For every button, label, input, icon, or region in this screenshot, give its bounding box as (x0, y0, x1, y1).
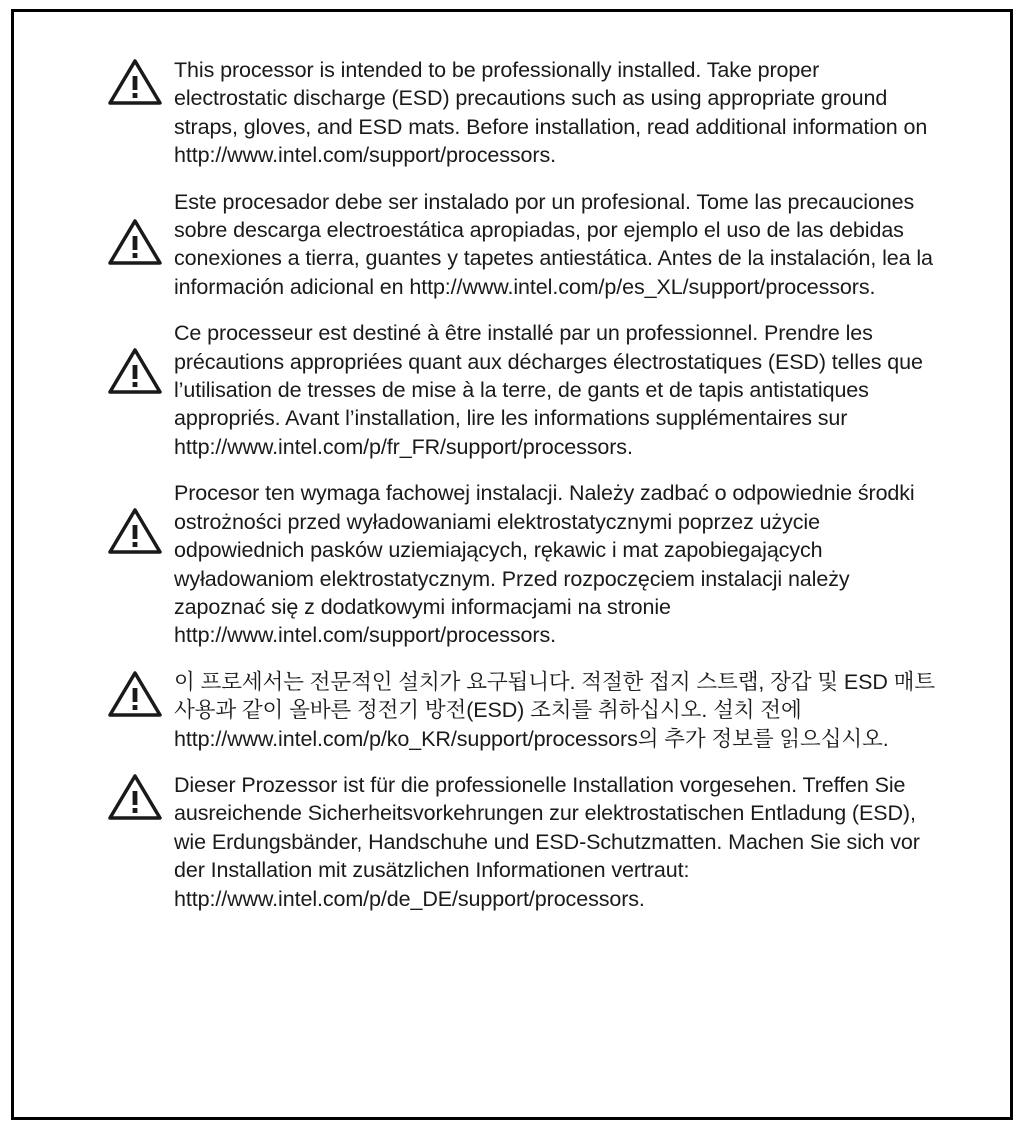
warning-triangle-icon (108, 188, 162, 266)
notice-item (108, 668, 938, 753)
notice-text: 이 프로세서는 전문적인 설치가 요구됩니다. 적절한 접지 스트랩, 장갑 및 ESD 매트 사용과 같이 올바른 정전기 방전(ESD) 조치를 취하십시오. 설치 전에 http://www.intel.com/p/ko_KR/support/processors의 추가 정보를 읽으십시오. (174, 669, 936, 751)
warning-triangle-icon (108, 771, 162, 821)
notice-item (108, 188, 938, 302)
notice-text: Procesor ten wymaga fachowej instalacji. Należy zadbać o odpowiednie środki ostrożności przed wyładowaniami elektrostatycznymi poprzez użycie odpowiednich pasków uziemiających, rękawic i mat zapobiegających wyładowaniom elektrostatycznym. Przed rozpoczęciem instalacji należy zapoznać się z dodatkowymi informacjami na stronie http://www.intel.com/support/processors. (174, 481, 915, 648)
notice-item (108, 319, 938, 461)
warning-triangle-icon (108, 56, 162, 106)
notice-text: This processor is intended to be professionally installed. Take proper electrostatic discharge (ESD) precautions such as using appropriate ground straps, gloves, and ESD mats. Before installation, read additional information on http://www.intel.com/support/processors. (174, 58, 928, 168)
warning-triangle-icon (108, 668, 162, 718)
warning-triangle-icon (108, 479, 162, 555)
notice-text: Este procesador debe ser instalado por un profesional. Tome las precauciones sobre descarga electroestática apropiadas, por ejemplo el uso de las debidas conexiones a tierra, guantes y tapetes antiestática. Antes de la instalación, lea la información adicional en http://www.intel.com/p/es_XL/support/processors. (174, 189, 933, 299)
notice-item (108, 771, 938, 913)
notice-item (108, 479, 938, 649)
notice-text: Dieser Prozessor ist für die professionelle Installation vorgesehen. Treffen Sie ausreichende Sicherheitsvorkehrungen zur elektrostatischen Entladung (ESD), wie Erdungsbänder, Handschuhe und ESD-Schutzmatten. Machen Sie sich vor der Installation mit zusätzlichen Informationen vertraut: http://www.intel.com/p/de_DE/support/processors. (174, 772, 920, 911)
notice-list (108, 56, 938, 913)
warning-triangle-icon (108, 319, 162, 395)
notice-item (108, 56, 938, 170)
notice-text: Ce processeur est destiné à être installé par un professionnel. Prendre les précautions appropriées quant aux décharges électrostatiques (ESD) telles que l’utilisation de tresses de mise à la terre, de gants et de tapis antistatiques appropriés. Avant l’installation, lire les informations supplémentaires sur http://www.intel.com/p/fr_FR/support/processors. (174, 321, 923, 459)
